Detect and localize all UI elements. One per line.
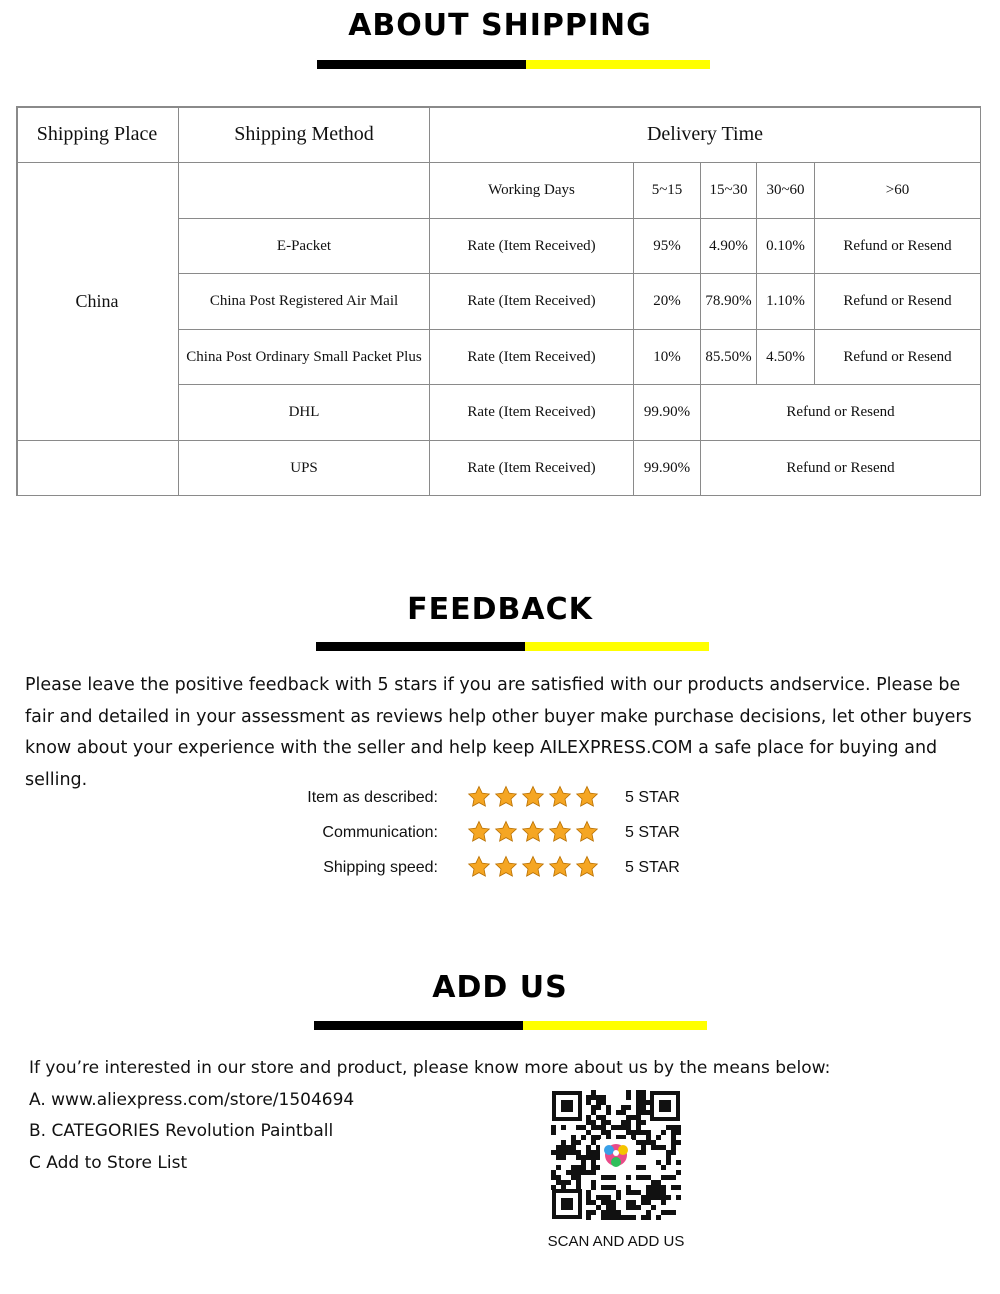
refund-resend: Refund or Resend	[815, 274, 981, 330]
rating-row	[230, 820, 730, 850]
shipping-title: ABOUT SHIPPING	[348, 8, 652, 43]
rate-value: 0.10%	[757, 219, 815, 274]
add-to-store-list-link[interactable]: C Add to Store List	[29, 1153, 188, 1173]
rating-value: 5 STAR	[625, 859, 680, 876]
refund-resend: Refund or Resend	[815, 219, 981, 274]
rating-row	[230, 785, 730, 815]
place-empty	[16, 441, 179, 496]
addus-intro: If you’re interested in our store and product, please know more about us by the means below:	[29, 1058, 831, 1078]
rate-value: 95%	[634, 219, 701, 274]
method-small-packet-plus: China Post Ordinary Small Packet Plus	[179, 330, 430, 385]
header-shipping-method: Shipping Method	[179, 106, 430, 163]
star-icon	[467, 820, 491, 844]
star-icon	[548, 855, 572, 879]
qr-code-icon	[551, 1090, 681, 1220]
rate-value: 4.50%	[757, 330, 815, 385]
star-icon	[548, 820, 572, 844]
rating-label: Shipping speed:	[323, 859, 438, 876]
star-icon	[467, 855, 491, 879]
rate-value: 4.90%	[701, 219, 757, 274]
refund-resend: Refund or Resend	[815, 330, 981, 385]
shipping-title-underline	[317, 60, 710, 69]
addus-title: ADD US	[432, 970, 568, 1005]
rating-value: 5 STAR	[625, 789, 680, 806]
rate-value: 99.90%	[634, 385, 701, 441]
header-delivery-time: Delivery Time	[430, 106, 981, 163]
days-5-15: 5~15	[634, 163, 701, 219]
star-rating	[467, 820, 599, 844]
star-icon	[575, 855, 599, 879]
categories-line: B. CATEGORIES Revolution Paintball	[29, 1121, 334, 1141]
refund-resend: Refund or Resend	[701, 441, 981, 496]
rate-value: 78.90%	[701, 274, 757, 330]
star-rating	[467, 785, 599, 809]
rate-label: Rate (Item Received)	[430, 385, 634, 441]
addus-title-underline	[314, 1021, 707, 1030]
rating-label: Item as described:	[307, 789, 438, 806]
working-days-label: Working Days	[430, 163, 634, 219]
rate-label: Rate (Item Received)	[430, 330, 634, 385]
rating-value: 5 STAR	[625, 824, 680, 841]
rating-row	[230, 855, 730, 885]
shipping-table	[16, 106, 981, 496]
rate-value: 20%	[634, 274, 701, 330]
rate-value: 85.50%	[701, 330, 757, 385]
method-empty	[179, 163, 430, 219]
rate-value: 1.10%	[757, 274, 815, 330]
star-icon	[494, 820, 518, 844]
star-icon	[467, 785, 491, 809]
rating-label: Communication:	[322, 824, 438, 841]
star-icon	[575, 785, 599, 809]
rate-label: Rate (Item Received)	[430, 219, 634, 274]
star-icon	[575, 820, 599, 844]
feedback-title-underline	[316, 642, 709, 651]
star-icon	[521, 855, 545, 879]
star-icon	[521, 785, 545, 809]
star-rating	[467, 855, 599, 879]
method-epacket: E-Packet	[179, 219, 430, 274]
feedback-paragraph: Please leave the positive feedback with 5 stars if you are satisfied with our products andservice. Please be fair and detailed in your assessment as reviews help other buyer make purchase decisions, let other buyers know about your experience with the seller and help keep AILEXPRESS.COM a safe place for buying and selling.	[25, 675, 972, 790]
qr-caption: SCAN AND ADD US	[547, 1233, 685, 1250]
rate-value: 99.90%	[634, 441, 701, 496]
days-15-30: 15~30	[701, 163, 757, 219]
star-icon	[494, 855, 518, 879]
days-over-60: >60	[815, 163, 981, 219]
store-url-link[interactable]: A. www.aliexpress.com/store/1504694	[29, 1090, 355, 1110]
header-shipping-place: Shipping Place	[16, 106, 179, 163]
star-icon	[494, 785, 518, 809]
method-dhl: DHL	[179, 385, 430, 441]
method-ups: UPS	[179, 441, 430, 496]
rate-label: Rate (Item Received)	[430, 274, 634, 330]
days-30-60: 30~60	[757, 163, 815, 219]
place-china: China	[16, 163, 179, 441]
star-icon	[548, 785, 572, 809]
refund-resend: Refund or Resend	[701, 385, 981, 441]
feedback-title: FEEDBACK	[407, 592, 593, 627]
star-icon	[521, 820, 545, 844]
method-registered-air-mail: China Post Registered Air Mail	[179, 274, 430, 330]
rate-value: 10%	[634, 330, 701, 385]
rate-label: Rate (Item Received)	[430, 441, 634, 496]
